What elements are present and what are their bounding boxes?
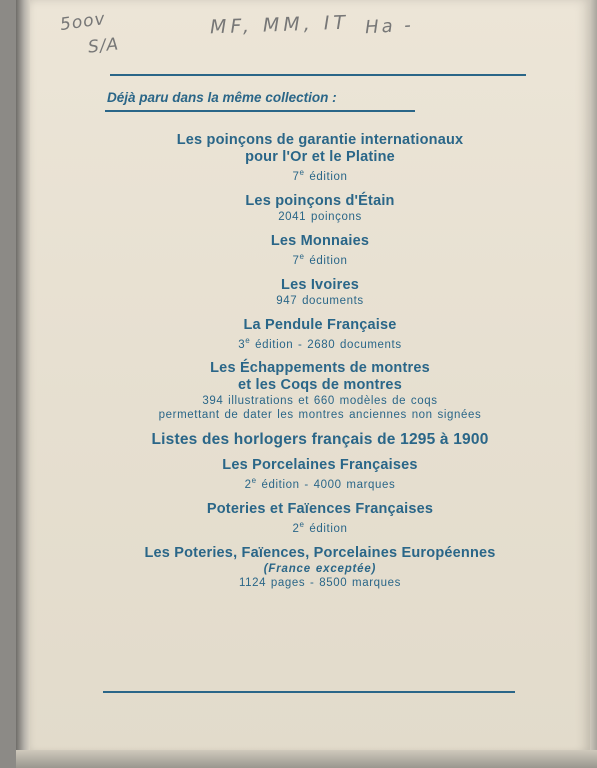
pencil-annotation-price: 5oov xyxy=(58,8,107,36)
book-title: et les Coqs de montres xyxy=(238,377,402,394)
book-title: Les poinçons de garantie internationaux xyxy=(176,132,464,148)
top-rule xyxy=(110,74,526,76)
book-details: permettant de dater les montres anciennes non signées xyxy=(158,409,482,422)
page-edge-left xyxy=(16,0,30,768)
book-title: Les Poteries, Faïences, Porcelaines Européennes xyxy=(144,545,496,562)
book-details: 394 illustrations et 660 modèles de coqs xyxy=(202,395,438,408)
book-title: Les poinçons d'Étain xyxy=(245,192,395,209)
book-entry xyxy=(60,501,580,536)
book-entry xyxy=(60,431,580,448)
book-entry xyxy=(60,360,580,422)
book-title: Les Ivoires xyxy=(281,276,359,293)
book-details: 7e édition xyxy=(292,168,348,183)
book-entry xyxy=(60,233,580,268)
book-list xyxy=(60,132,580,599)
book-details: 3e édition - 2680 documents xyxy=(238,335,402,351)
book-title: Les Porcelaines Françaises xyxy=(222,457,418,474)
book-details: 2e édition - 4000 marques xyxy=(244,476,396,492)
header-underline xyxy=(105,110,415,112)
book-entry xyxy=(60,317,580,352)
book-title: La Pendule Française xyxy=(243,316,397,333)
book-title: Listes des horlogers français de 1295 à 1900 xyxy=(151,431,489,449)
book-details: 947 documents xyxy=(276,294,364,307)
pencil-annotation-right: Ha - xyxy=(364,14,415,39)
book-note: (France exceptée) xyxy=(263,563,377,576)
book-entry xyxy=(60,457,580,492)
page-edge-bottom xyxy=(16,750,597,768)
book-details: 2041 poinçons xyxy=(278,210,362,223)
pencil-annotation-initials: MF, MM, IT xyxy=(209,11,350,39)
book-entry xyxy=(60,193,580,224)
book-entry xyxy=(60,277,580,308)
book-details: 2e édition xyxy=(292,520,348,536)
book-entry xyxy=(60,132,580,184)
collection-header: Déjà paru dans la même collection : xyxy=(107,90,337,105)
book-title: pour l'Or et le Platine xyxy=(245,149,395,165)
book-title: Poteries et Faïences Françaises xyxy=(206,501,434,518)
book-details: 1124 pages - 8500 marques xyxy=(239,577,401,590)
book-entry xyxy=(60,545,580,590)
book-details: 7e édition xyxy=(292,251,348,267)
book-title: Les Échappements de montres xyxy=(210,360,430,377)
pencil-annotation-code: S/A xyxy=(87,34,121,58)
book-title: Les Monnaies xyxy=(270,232,370,249)
bottom-rule xyxy=(103,691,515,693)
